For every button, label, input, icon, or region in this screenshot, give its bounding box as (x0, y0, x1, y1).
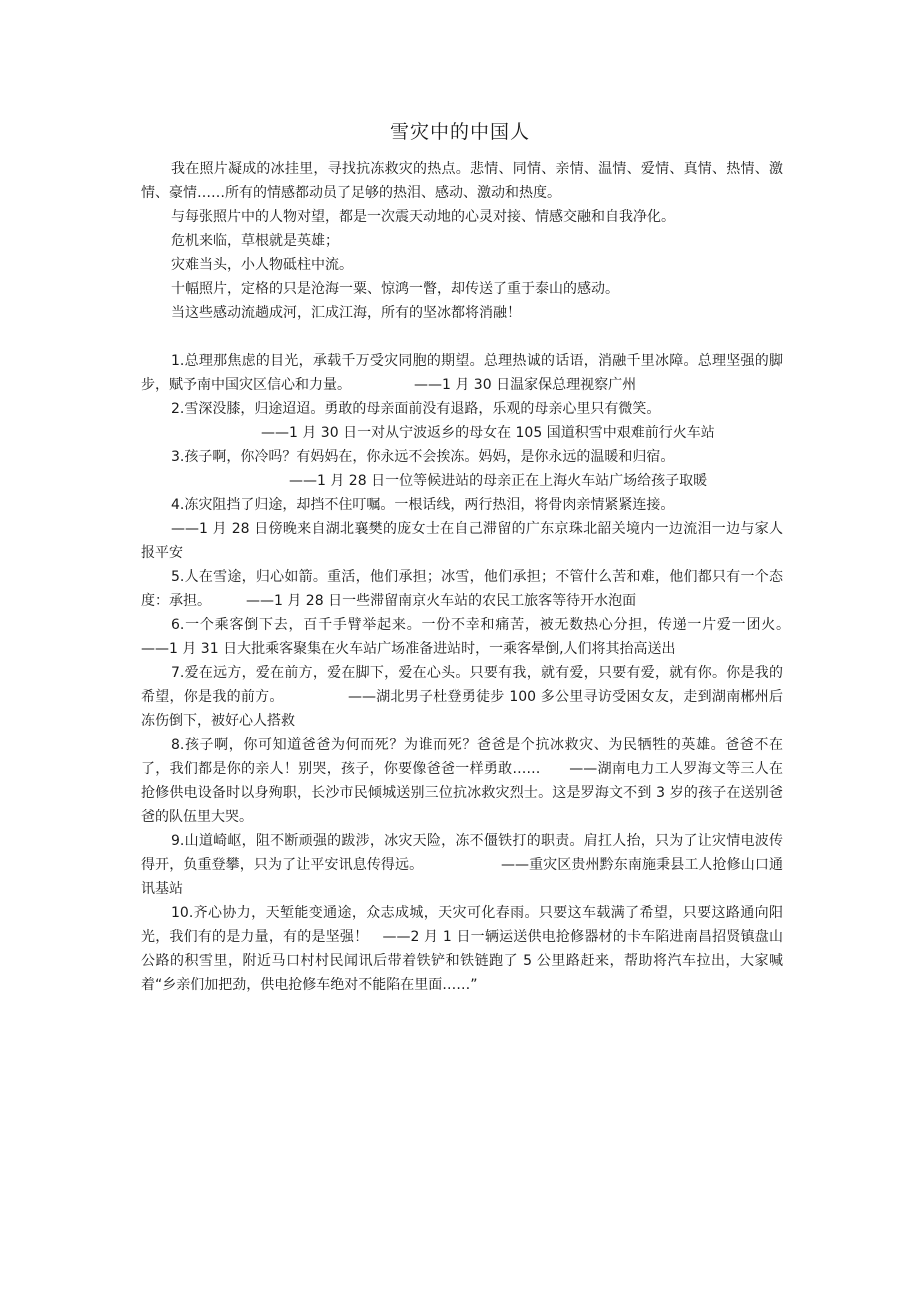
photo-item-3: 3.孩子啊，你冷吗？有妈妈在，你永远不会挨冻。妈妈，是你永远的温暖和归宿。 (171, 449, 675, 465)
photo-item-8: 8.孩子啊，你可知道爸爸为何而死？为谁而死？爸爸是个抗冰救灾、为民牺牲的英雄。爸爸不在了，我们都是你的亲人！别哭，孩子，你要像爸爸一样勇敢…… ——湖南电力工人罗海文等三人在抢修供电设备时以身殉职，长沙市民倾城送别三位抗冰救灾烈士。这是罗海文不到 3 岁的孩子在送别爸爸的队伍里大哭。 (141, 737, 783, 825)
photo-item-4-caption: ——1 月 28 日傍晚来自湖北襄樊的庞女士在自己滞留的广东京珠北韶关境内一边流泪一边与家人报平安 (141, 521, 783, 561)
photo-item-7: 7.爱在远方，爱在前方，爱在脚下，爱在心头。只要有我，就有爱，只要有爱，就有你。你是我的希望，你是我的前方。 ——湖北男子杜登勇徒步 100 多公里寻访受困女友，走到湖南郴州后冻伤倒下，被好心人搭救 (141, 665, 783, 729)
intro-paragraph: 当这些感动流趟成河，汇成江海，所有的坚冰都将消融！ (171, 305, 521, 321)
document-body (141, 157, 839, 997)
photo-item-2: 2.雪深没膝，归途迢迢。勇敢的母亲面前没有退路，乐观的母亲心里只有微笑。 (171, 401, 661, 417)
photo-item-4: 4.冻灾阻挡了归途，却挡不住叮嘱。一根话线，两行热泪，将骨肉亲情紧紧连接。 (171, 497, 675, 513)
photo-item-9: 9.山道崎岖，阻不断顽强的跋涉，冰灾天险，冻不僵铁打的职责。肩扛人抬，只为了让灾情电波传得开，负重登攀，只为了让平安讯息传得远。 ——重灾区贵州黔东南施秉县工人抢修山口通讯基站 (141, 833, 783, 897)
intro-paragraph: 我在照片凝成的冰挂里，寻找抗冻救灾的热点。悲情、同情、亲情、温情、爱情、真情、热情、激情、豪情……所有的情感都动员了足够的热泪、感动、激动和热度。 (141, 161, 783, 201)
photo-item-2-caption: ——1 月 30 日一对从宁波返乡的母女在 105 国道积雪中艰难前行火车站 (261, 425, 715, 441)
photo-item-5: 5.人在雪途，归心如箭。重活，他们承担；冰雪，他们承担；不管什么苦和难，他们都只有一个态度：承担。 ——1 月 28 日一些滞留南京火车站的农民工旅客等待开水泡面 (141, 569, 783, 609)
photo-item-1: 1.总理那焦虑的目光，承载千万受灾同胞的期望。总理热诚的话语，消融千里冰障。总理坚强的脚步，赋予南中国灾区信心和力量。 ——1 月 30 日温家保总理视察广州 (141, 353, 783, 393)
intro-paragraph: 危机来临，草根就是英雄； (171, 233, 339, 249)
paragraph-gap (141, 325, 783, 349)
intro-paragraph: 灾难当头，小人物砥柱中流。 (171, 257, 353, 273)
intro-paragraph: 十幅照片，定格的只是沧海一粟、惊鸿一瞥，却传送了重于泰山的感动。 (171, 281, 619, 297)
document-title: 雪灾中的中国人 (389, 121, 530, 143)
intro-paragraph: 与每张照片中的人物对望，都是一次震天动地的心灵对接、情感交融和自我净化。 (171, 209, 675, 225)
photo-item-3-caption: ——1 月 28 日一位等候进站的母亲正在上海火车站广场给孩子取暖 (289, 473, 708, 489)
photo-item-10: 10.齐心协力，天堑能变通途，众志成城，天灾可化春雨。只要这车载满了希望，只要这路通向阳光，我们有的是力量，有的是坚强！ ——2 月 1 日一辆运送供电抢修器材的卡车陷进南昌招贤镇盘山公路的积雪里，附近马口村村民闻讯后带着铁铲和铁链跑了 5 公里路赶来，帮助将汽车拉出，大家喊着“乡亲们加把劲，供电抢修车绝对不能陷在里面……” (141, 905, 783, 993)
photo-item-6: 6.一个乘客倒下去，百千手臂举起来。一份不幸和痛苦，被无数热心分担，传递一片爱一团火。 ——1 月 31 日大批乘客聚集在火车站广场准备进站时，一乘客晕倒,人们将其抬高送出 (141, 617, 839, 657)
